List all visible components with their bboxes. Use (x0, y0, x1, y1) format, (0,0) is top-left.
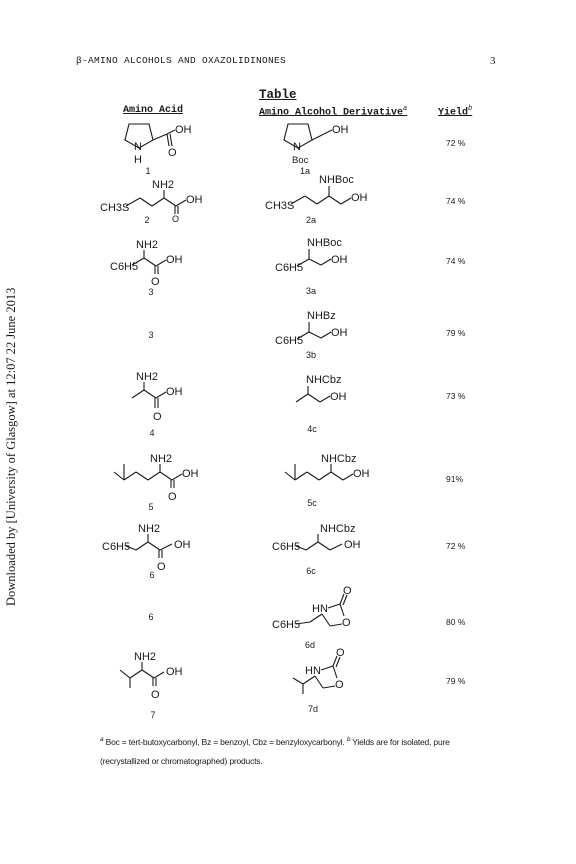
carbonyl-oxygen: O (172, 214, 180, 224)
svg-text:OH: OH (330, 391, 347, 403)
yield-value: 73 % (446, 391, 466, 401)
compound-label: 6 (148, 612, 154, 622)
yield-value: 79 % (446, 676, 466, 686)
svg-text:OH: OH (331, 327, 348, 339)
compound-label: 4c (307, 424, 317, 434)
yield-value: 91% (446, 474, 464, 484)
svg-text:O: O (151, 689, 160, 701)
svg-text:OH: OH (166, 666, 183, 678)
table-footnote: $^a$ Boc = tert-butoxycarbonyl, Bz = benzoyl, Cbz = benzyloxycarbonyl. $^b$ Yields are for isolated, pure (recrystallized or chromatographed) products. (100, 736, 450, 766)
svg-text:C6H5: C6H5 (110, 261, 139, 273)
svg-text:O: O (151, 276, 160, 288)
svg-text:O: O (153, 411, 162, 423)
svg-text:H: H (134, 154, 142, 166)
svg-text:NH2: NH2 (150, 453, 173, 465)
structure-boc-phenylalaninol (275, 235, 375, 275)
structure-proline (115, 118, 205, 178)
svg-text:O: O (157, 561, 166, 573)
structure-boc-methioninol (265, 172, 375, 212)
compound-label: 1 (145, 166, 151, 176)
compound-label: 5 (148, 502, 154, 512)
svg-text:NHCbz: NHCbz (320, 523, 356, 535)
footnote-abbreviations: Boc = tert-butoxycarbonyl, Bz = benzoyl, Cbz = benzyloxycarbonyl. (105, 736, 345, 747)
svg-text:NH2: NH2 (152, 179, 175, 191)
yield-value: 79 % (446, 328, 466, 338)
compound-label: 6c (306, 566, 316, 576)
compound-label: 4 (149, 428, 155, 438)
svg-text:OH: OH (344, 539, 361, 551)
svg-text:C6H5: C6H5 (275, 335, 304, 347)
structure-cbz-homophenylalaninol (272, 520, 382, 560)
compound-label: 7 (150, 710, 156, 720)
compound-label: 3 (148, 287, 154, 297)
svg-text:O: O (336, 647, 345, 659)
svg-text:NH2: NH2 (136, 239, 159, 251)
svg-text:NH2: NH2 (138, 523, 161, 535)
svg-text:OH: OH (166, 386, 183, 398)
yield-value: 74 % (446, 196, 466, 206)
svg-text:OH: OH (175, 124, 192, 136)
svg-text:O: O (342, 617, 351, 629)
structure-methionine (100, 178, 210, 218)
running-head: β-AMINO ALCOHOLS AND OXAZOLIDINONES (76, 55, 287, 66)
footnote-yields: Yields are for isolated, pure (recrystallized or chromatographed) products. (100, 736, 450, 766)
svg-text:NHCbz: NHCbz (321, 453, 357, 465)
compound-label: 5c (307, 498, 317, 508)
svg-text:C6H5: C6H5 (272, 541, 301, 553)
svg-text:NHBoc: NHBoc (319, 174, 354, 186)
svg-text:NHBz: NHBz (307, 310, 336, 322)
structure-homophenylalanine (102, 520, 212, 575)
svg-text:OH: OH (182, 468, 199, 480)
compound-label: 3b (305, 350, 317, 360)
svg-text:C6H5: C6H5 (272, 619, 301, 631)
yield-value: 72 % (446, 138, 466, 148)
svg-text:O: O (335, 679, 344, 691)
structure-cbz-alaninol (292, 372, 372, 412)
svg-text:HN: HN (312, 603, 328, 615)
svg-text:O: O (168, 491, 177, 503)
column-header-yield: Yield$^b$ (438, 105, 473, 119)
svg-text:OH: OH (186, 194, 203, 206)
page-number: 3 (490, 55, 496, 67)
structure-leucine (112, 450, 212, 505)
svg-text:C6H5: C6H5 (275, 262, 304, 274)
svg-text:NH2: NH2 (134, 651, 157, 663)
svg-text:NHBoc: NHBoc (307, 237, 342, 249)
compound-label: 7d (307, 704, 319, 714)
svg-text:N: N (134, 141, 142, 153)
svg-text:OH: OH (353, 468, 370, 480)
yield-value: 72 % (446, 541, 466, 551)
svg-text:OH: OH (351, 192, 368, 204)
svg-text:O: O (168, 147, 177, 159)
svg-text:Boc: Boc (292, 155, 309, 166)
compound-label: 6d (304, 640, 316, 650)
compound-label: 3a (305, 286, 317, 296)
svg-text:OH: OH (174, 539, 191, 551)
svg-text:NH2: NH2 (136, 371, 159, 383)
structure-cbz-leucinol (283, 450, 383, 490)
structure-oxazolidinone-7d (285, 648, 385, 698)
svg-text:CH3S: CH3S (100, 202, 130, 214)
compound-label: 2 (144, 215, 150, 225)
svg-text:OH: OH (166, 254, 183, 266)
compound-label: 1a (299, 166, 311, 176)
svg-text:NHCbz: NHCbz (306, 374, 342, 386)
structure-oxazolidinone-6d (272, 585, 382, 638)
svg-text:OH: OH (332, 124, 349, 136)
compound-label: 6 (149, 570, 155, 580)
yield-value: 80 % (446, 617, 466, 627)
compound-label: 3 (148, 330, 154, 340)
svg-text:HN: HN (305, 665, 321, 677)
structure-phenylalanine (110, 238, 210, 288)
structure-boc-prolinol (280, 118, 370, 178)
column-header-amino-acid: Amino Acid (123, 105, 184, 116)
yield-value: 74 % (446, 256, 466, 266)
svg-text:CH3S: CH3S (265, 200, 295, 212)
column-header-derivative: Amino Alcohol Derivative$^a$ (259, 105, 408, 119)
compound-label: 2a (305, 215, 317, 225)
table-title: Table (259, 88, 297, 102)
structure-bz-phenylalaninol (275, 308, 375, 348)
svg-text:O: O (343, 585, 352, 597)
download-watermark: Downloaded by [University of Glasgow] at 12:07 22 June 2013 (4, 287, 18, 606)
svg-text:OH: OH (331, 254, 348, 266)
svg-text:N: N (293, 141, 301, 153)
structure-alanine (128, 370, 208, 425)
svg-text:C6H5: C6H5 (102, 541, 131, 553)
structure-valine (112, 648, 212, 703)
